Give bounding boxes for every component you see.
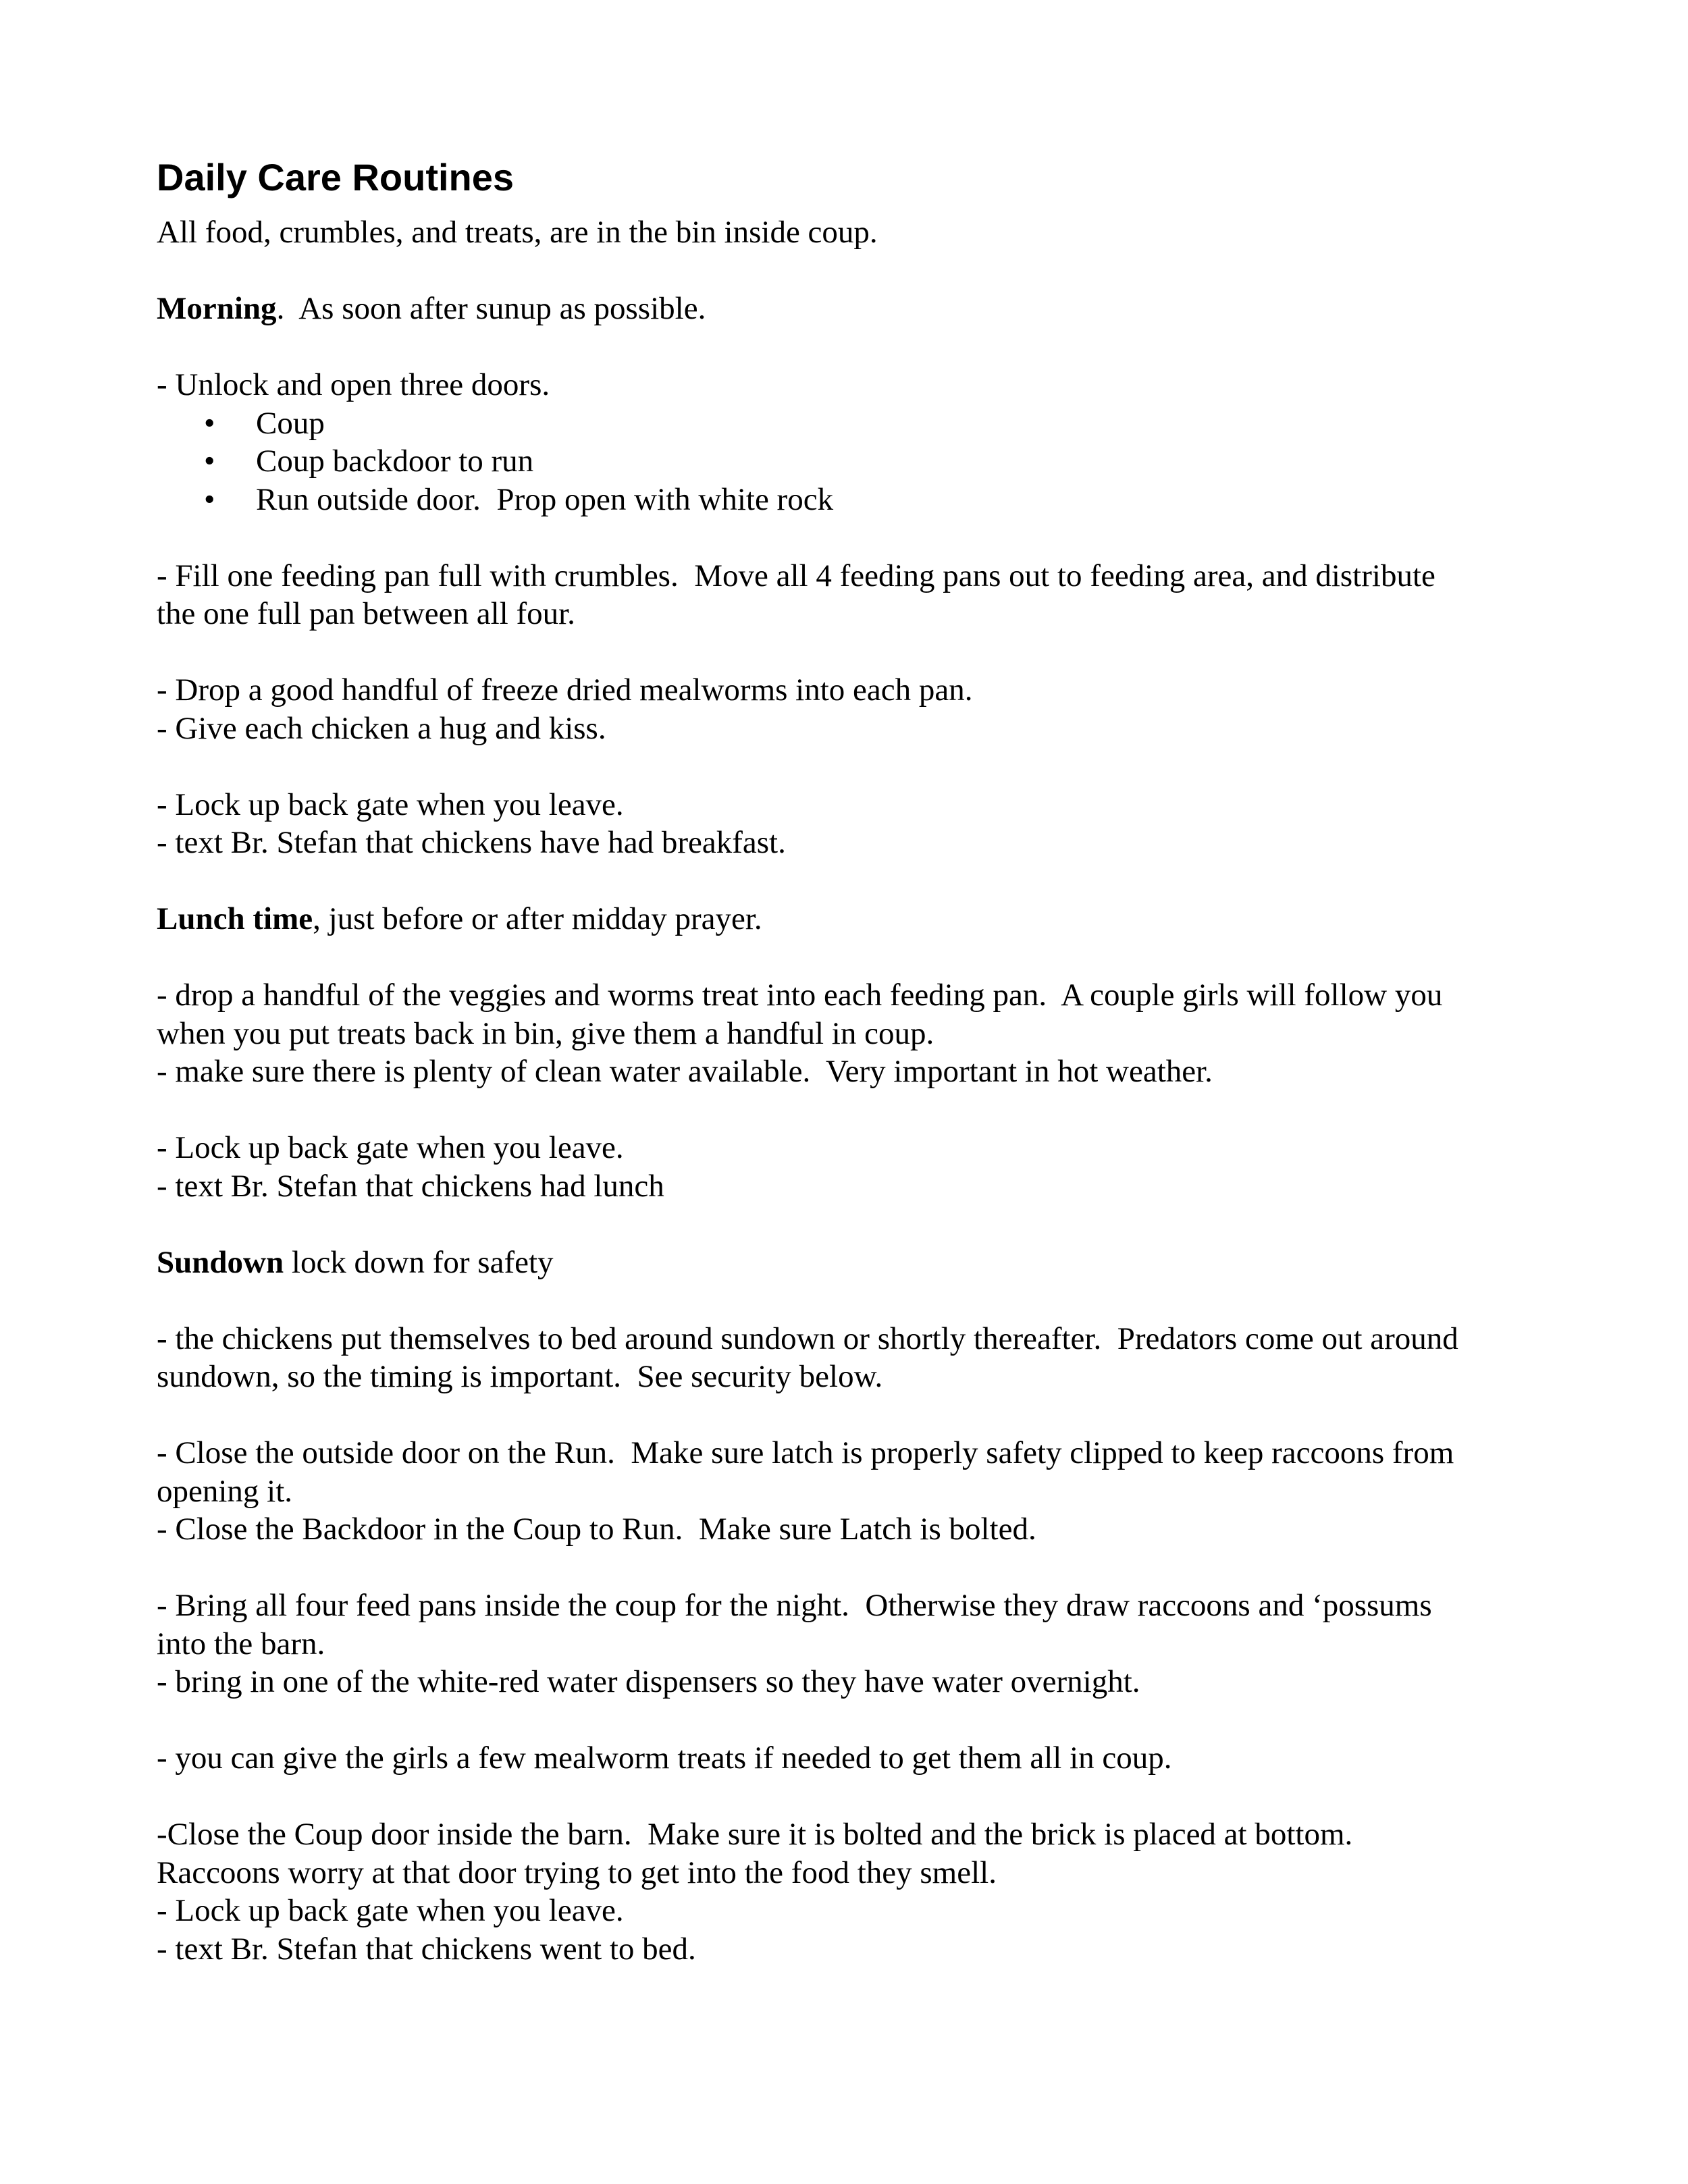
- spacer: [157, 938, 1534, 977]
- morning-hug: - Give each chicken a hug and kiss.: [157, 710, 606, 746]
- spacer: [157, 862, 1534, 901]
- list-item: [157, 481, 1534, 519]
- document-page: [157, 154, 1534, 1968]
- sundown-label: Sundown: [157, 1244, 284, 1280]
- lunch-label: Lunch time: [157, 901, 313, 936]
- morning-fill-line-1: - Fill one feeding pan full with crumbles. Move all 4 feeding pans out to feeding area, and distribute: [157, 558, 1435, 593]
- list-item: [157, 404, 1534, 443]
- sundown-heading-rest: lock down for safety: [284, 1244, 554, 1280]
- morning-unlock: - Unlock and open three doors.: [157, 367, 550, 402]
- sundown-treats: - you can give the girls a few mealworm treats if needed to get them all in coup.: [157, 1740, 1172, 1776]
- page-title: Daily Care Routines: [157, 156, 515, 198]
- sundown-coup-line-2: Raccoons worry at that door trying to get into the food they smell.: [157, 1855, 997, 1890]
- bullet-icon: •: [204, 405, 215, 441]
- lunch-water: - make sure there is plenty of clean water available. Very important in hot weather.: [157, 1054, 1213, 1089]
- sundown-close-run-line-2: opening it.: [157, 1473, 293, 1509]
- lunch-lock: - Lock up back gate when you leave.: [157, 1130, 624, 1165]
- morning-text: - text Br. Stefan that chickens have had breakfast.: [157, 825, 786, 860]
- spacer: [157, 1549, 1534, 1587]
- morning-label: Morning: [157, 291, 277, 326]
- lunch-heading-rest: , just before or after midday prayer.: [313, 901, 762, 936]
- spacer: [157, 1396, 1534, 1435]
- lunch-text: - text Br. Stefan that chickens had lunch: [157, 1168, 664, 1204]
- list-item-text: Coup: [256, 405, 325, 441]
- lunch-drop-line-2: when you put treats back in bin, give them a handful in coup.: [157, 1015, 934, 1051]
- sundown-text: - text Br. Stefan that chickens went to bed.: [157, 1931, 696, 1967]
- sundown-pans-line-2: into the barn.: [157, 1626, 325, 1661]
- spacer: [157, 328, 1534, 367]
- spacer: [157, 1205, 1534, 1244]
- morning-fill-line-2: the one full pan between all four.: [157, 596, 575, 631]
- morning-drop: - Drop a good handful of freeze dried mealworms into each pan.: [157, 672, 973, 708]
- morning-heading: [157, 290, 1534, 328]
- sundown-lock: - Lock up back gate when you leave.: [157, 1893, 624, 1928]
- door-list: [157, 404, 1534, 519]
- lunch-heading: [157, 900, 1534, 938]
- spacer: [157, 1701, 1534, 1740]
- bullet-icon: •: [204, 444, 215, 479]
- sundown-close-back: - Close the Backdoor in the Coup to Run. Make sure Latch is bolted.: [157, 1512, 1036, 1547]
- morning-heading-rest: . As soon after sunup as possible.: [276, 291, 706, 326]
- lunch-drop-line-1: - drop a handful of the veggies and worms treat into each feeding pan. A couple girls will follow you: [157, 978, 1443, 1013]
- spacer: [157, 1778, 1534, 1816]
- bullet-icon: •: [204, 481, 215, 517]
- sundown-coup-line-1: -Close the Coup door inside the barn. Make sure it is bolted and the brick is placed at bottom.: [157, 1817, 1353, 1852]
- list-item-text: Coup backdoor to run: [256, 444, 534, 479]
- spacer: [157, 518, 1534, 557]
- spacer: [157, 1091, 1534, 1129]
- spacer: [157, 1281, 1534, 1320]
- intro-line: All food, crumbles, and treats, are in the bin inside coup.: [157, 215, 878, 250]
- sundown-heading: [157, 1244, 1534, 1282]
- list-item-text: Run outside door. Prop open with white rock: [256, 481, 834, 517]
- morning-lock: - Lock up back gate when you leave.: [157, 787, 624, 822]
- sundown-pans-line-1: - Bring all four feed pans inside the coup for the night. Otherwise they draw raccoons and ‘possums: [157, 1588, 1432, 1623]
- spacer: [157, 633, 1534, 672]
- spacer: [157, 747, 1534, 786]
- sundown-close-run-line-1: - Close the outside door on the Run. Make sure latch is properly safety clipped to keep raccoons from: [157, 1435, 1454, 1470]
- sundown-bed-line-1: - the chickens put themselves to bed around sundown or shortly thereafter. Predators come out around: [157, 1321, 1458, 1356]
- list-item: [157, 442, 1534, 481]
- sundown-water: - bring in one of the white-red water dispensers so they have water overnight.: [157, 1664, 1140, 1699]
- sundown-bed-line-2: sundown, so the timing is important. See security below.: [157, 1359, 883, 1394]
- spacer: [157, 252, 1534, 290]
